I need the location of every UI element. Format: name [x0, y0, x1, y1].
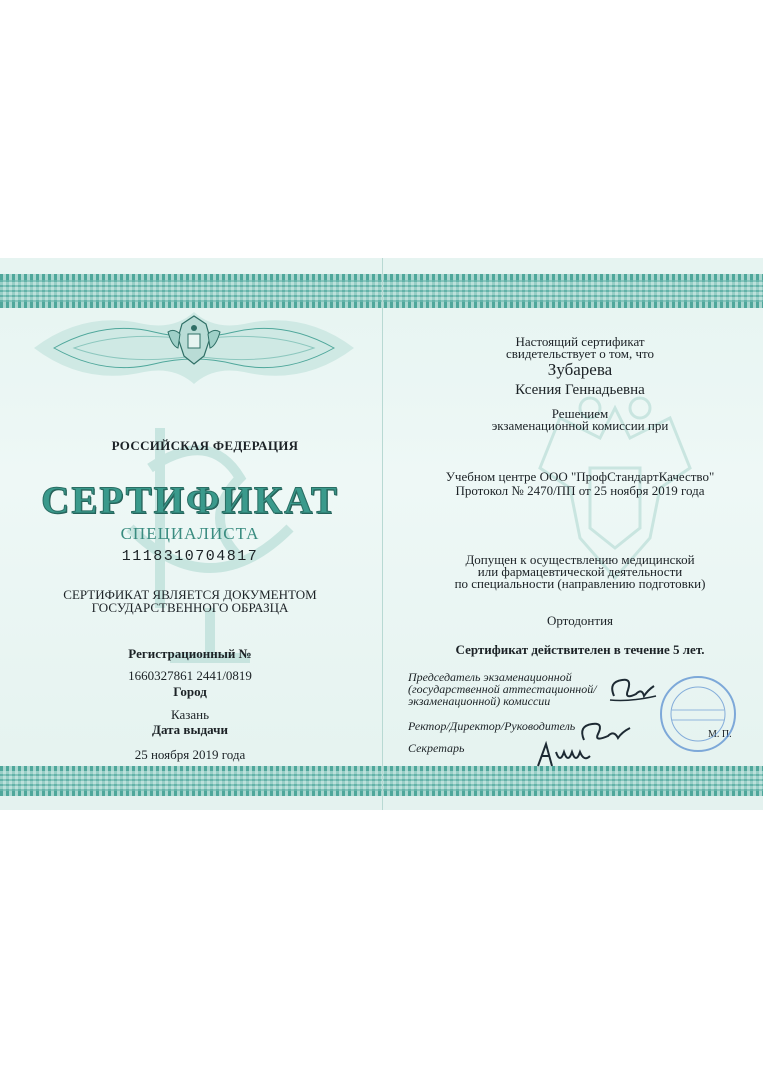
city-value: Казань — [170, 707, 210, 722]
decision-line-1: Решением — [551, 406, 609, 421]
registration-label: Регистрационный № — [128, 646, 252, 661]
training-center-name: Учебном центре ООО "ПрофСтандартКачество" — [445, 469, 715, 484]
chairman-signature — [606, 672, 660, 706]
chairman-line-1: Председатель экзаменационной — [408, 670, 572, 684]
state-document-notice — [20, 588, 360, 614]
state-document-line-2: ГОСУДАРСТВЕННОГО ОБРАЗЦА — [91, 600, 289, 615]
chairman-line-2: (государственной аттестационной/ — [408, 682, 597, 696]
certificate-subtitle: СПЕЦИАЛИСТА — [120, 524, 260, 543]
admission-line-2: или фармацевтической деятельности — [477, 564, 683, 579]
state-document-line-1: СЕРТИФИКАТ ЯВЛЯЕТСЯ ДОКУМЕНТОМ — [63, 587, 317, 602]
secretary-signature-label: Секретарь — [408, 741, 465, 755]
certificate-title: СЕРТИФИКАТ — [41, 479, 339, 522]
admission-line-3: по специальности (направлению подготовки) — [454, 576, 706, 591]
holder-surname: Зубарева — [547, 360, 613, 379]
chairman-line-3: экзаменационной) комиссии — [408, 694, 551, 708]
commission-decision — [420, 408, 740, 432]
emblem-frame-ornament — [24, 302, 364, 394]
secretary-signature — [532, 738, 594, 772]
rector-signature-label: Ректор/Директор/Руководитель — [408, 719, 576, 733]
issue-date-value: 25 ноября 2019 года — [134, 747, 246, 762]
admission-text — [400, 554, 760, 590]
certificate-number: 1118310704817 — [121, 548, 259, 565]
registration-number: 1660327861 2441/0819 — [128, 668, 252, 683]
chairman-signature-label — [408, 671, 597, 707]
protocol-line: Протокол № 2470/ПП от 25 ноября 2019 года — [455, 483, 705, 498]
admission-line-1: Допущен к осуществлению медицинской — [465, 552, 695, 567]
organization-stamp — [658, 674, 738, 754]
seal-place-mark: М. П. — [708, 729, 732, 740]
certificate-sheet — [0, 258, 763, 810]
validity-statement: Сертификат действителен в течение 5 лет. — [455, 642, 705, 657]
certifies-text — [430, 336, 730, 360]
training-center-block — [400, 470, 760, 498]
holder-given-names: Ксения Геннадьевна — [515, 382, 645, 398]
specialty-value: Ортодонтия — [546, 613, 614, 628]
federation-heading: РОССИЙСКАЯ ФЕДЕРАЦИЯ — [111, 438, 299, 453]
certifies-line-1: Настоящий сертификат — [515, 334, 645, 349]
center-fold — [382, 258, 383, 810]
decision-line-2: экзаменационной комиссии при — [491, 418, 669, 433]
issue-date-label: Дата выдачи — [152, 722, 228, 737]
city-label: Город — [173, 684, 207, 699]
certifies-line-2: свидетельствует о том, что — [505, 346, 655, 361]
